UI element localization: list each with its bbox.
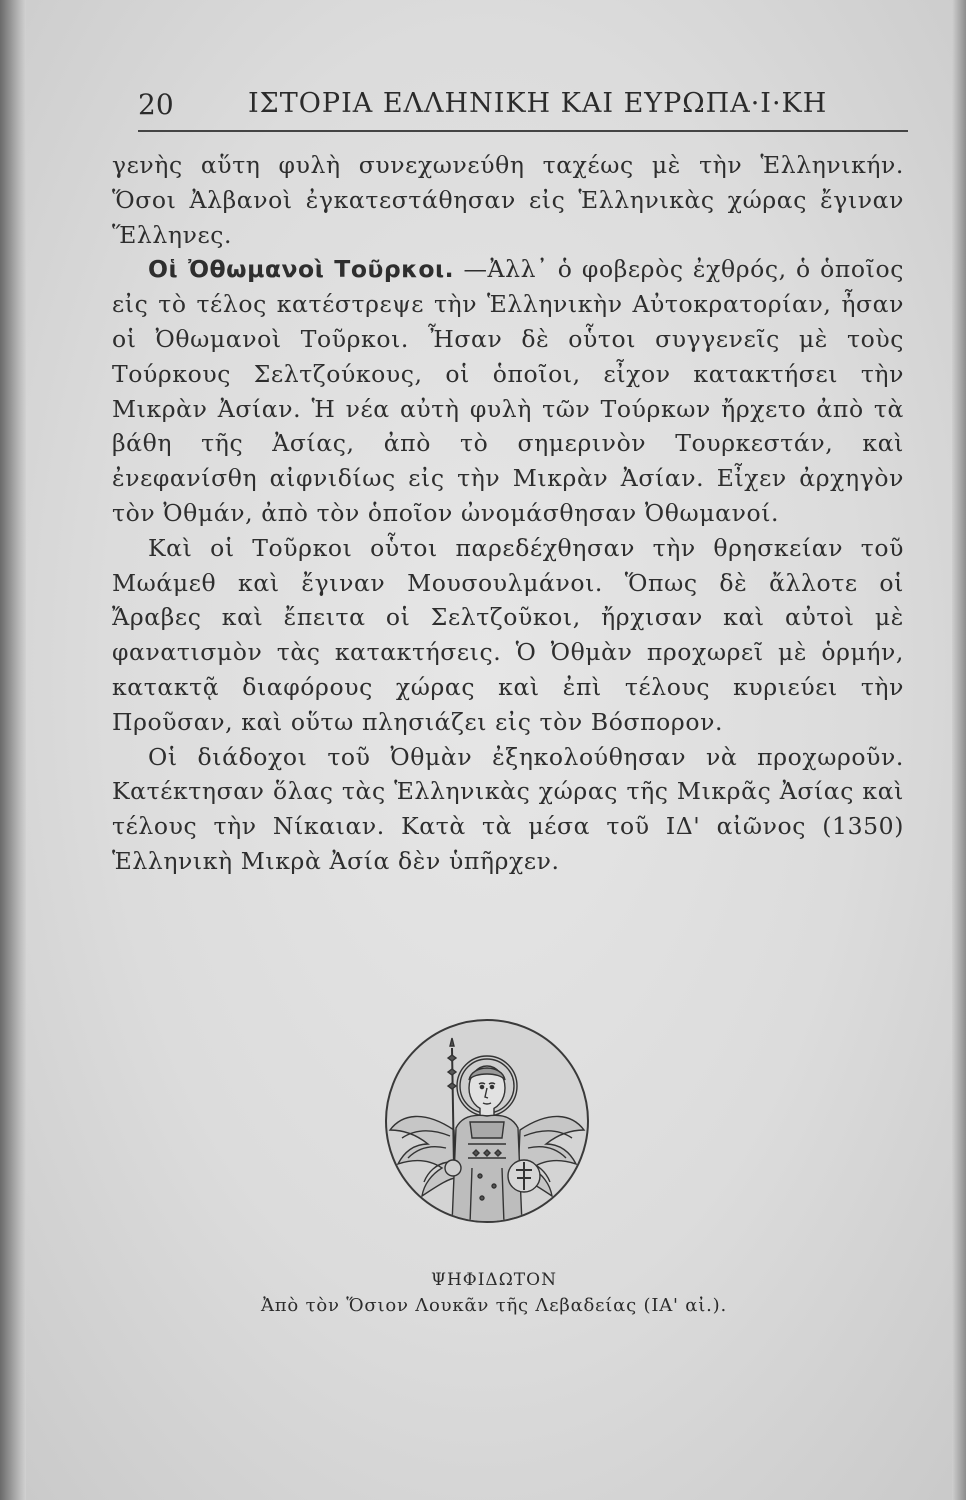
paragraph-1: γενὴς αὕτη φυλὴ συνεχωνεύθη ταχέως μὲ τὴν Ἑλληνικήν. Ὅσοι Ἀλβανοὶ ἐγκατεστάθησαν εἰς Ἑλληνικὰς χώρας ἔγιναν Ἕλληνες. (112, 151, 904, 249)
paragraph-2-text: —Ἀλλ᾽ ὁ φοβερὸς ἐχθρός, ὁ ὁποῖος εἰς τὸ τέλος κατέστρεψε τὴν Ἑλληνικὴν Αὐτοκρατορίαν, ἦσαν οἱ Ὀθωμανοὶ Τοῦρκοι. Ἦσαν δὲ οὗτοι συγγενεῖς μὲ τοὺς Τούρκους Σελτζούκους, οἱ ὁποῖοι, εἶχον κατακτήσει τὴν Μικρὰν Ἀσίαν. Ἡ νέα αὐτὴ φυλὴ τῶν Τούρκων ἤρχετο ἀπὸ τὰ βάθη τῆς Ἀσίας, ἀπὸ τὸ σημερινὸν Τουρκεστάν, καὶ ἐνεφανίσθη αἰφνιδίως εἰς τὴν Μικρὰν Ἀσίαν. Εἶχεν ἀρχηγὸν τὸν Ὀθμάν, ἀπὸ τὸν ὁποῖον ὠνομάσθησαν Ὀθωμανοί. (112, 255, 905, 527)
page-header (138, 86, 908, 132)
mosaic-angel-illustration (384, 1018, 590, 1224)
section-heading: Οἱ Ὀθωμανοὶ Τοῦρκοι. (148, 255, 455, 284)
body-text (112, 148, 904, 879)
paragraph-4: Οἱ διάδοχοι τοῦ Ὀθμὰν ἐξηκολούθησαν νὰ προχωροῦν. Κατέκτησαν ὅλας τὰς Ἑλληνικὰς χώρας τῆς Μικρᾶς Ἀσίας καὶ τέλους τὴν Νίκαιαν. Κατὰ τὰ μέσα τοῦ ΙΔ' αἰῶνος (1350) Ἑλληνικὴ Μικρὰ Ἀσία δὲν ὑπῆρχεν. (112, 742, 904, 875)
figure-caption: Ἀπὸ τὸν Ὅσιον Λουκᾶν τῆς Λεβαδείας (ΙΑ' αἰ.). (261, 1295, 727, 1316)
angel-mosaic-image (384, 1018, 590, 1224)
paragraph-2 (112, 252, 904, 530)
page-number: 20 (138, 88, 174, 121)
running-title: ΙΣΤΟΡΙΑ ΕΛΛΗΝΙΚΗ ΚΑΙ ΕΥΡΩΠΑ·Ι·ΚΗ (248, 88, 828, 119)
paragraph-3: Καὶ οἱ Τοῦρκοι οὗτοι παρεδέχθησαν τὴν θρησκείαν τοῦ Μωάμεθ καὶ ἔγιναν Μουσουλμάνοι. Ὅπως δὲ ἄλλοτε οἱ Ἄραβες καὶ ἔπειτα οἱ Σελτζοῦκοι, ἤρχισαν καὶ αὐτοὶ μὲ φανατισμὸν τὰς κατακτήσεις. Ὁ Ὀθμὰν προχωρεῖ μὲ ὁρμήν, κατακτᾷ διαφόρους χώρας καὶ ἐπὶ τέλους κυριεύει τὴν Προῦσαν, καὶ οὕτω πλησιάζει εἰς τὸν Βόσπορον. (112, 533, 904, 736)
figure-title: ΨΗΦΙΔΩΤΟΝ (431, 1270, 557, 1290)
